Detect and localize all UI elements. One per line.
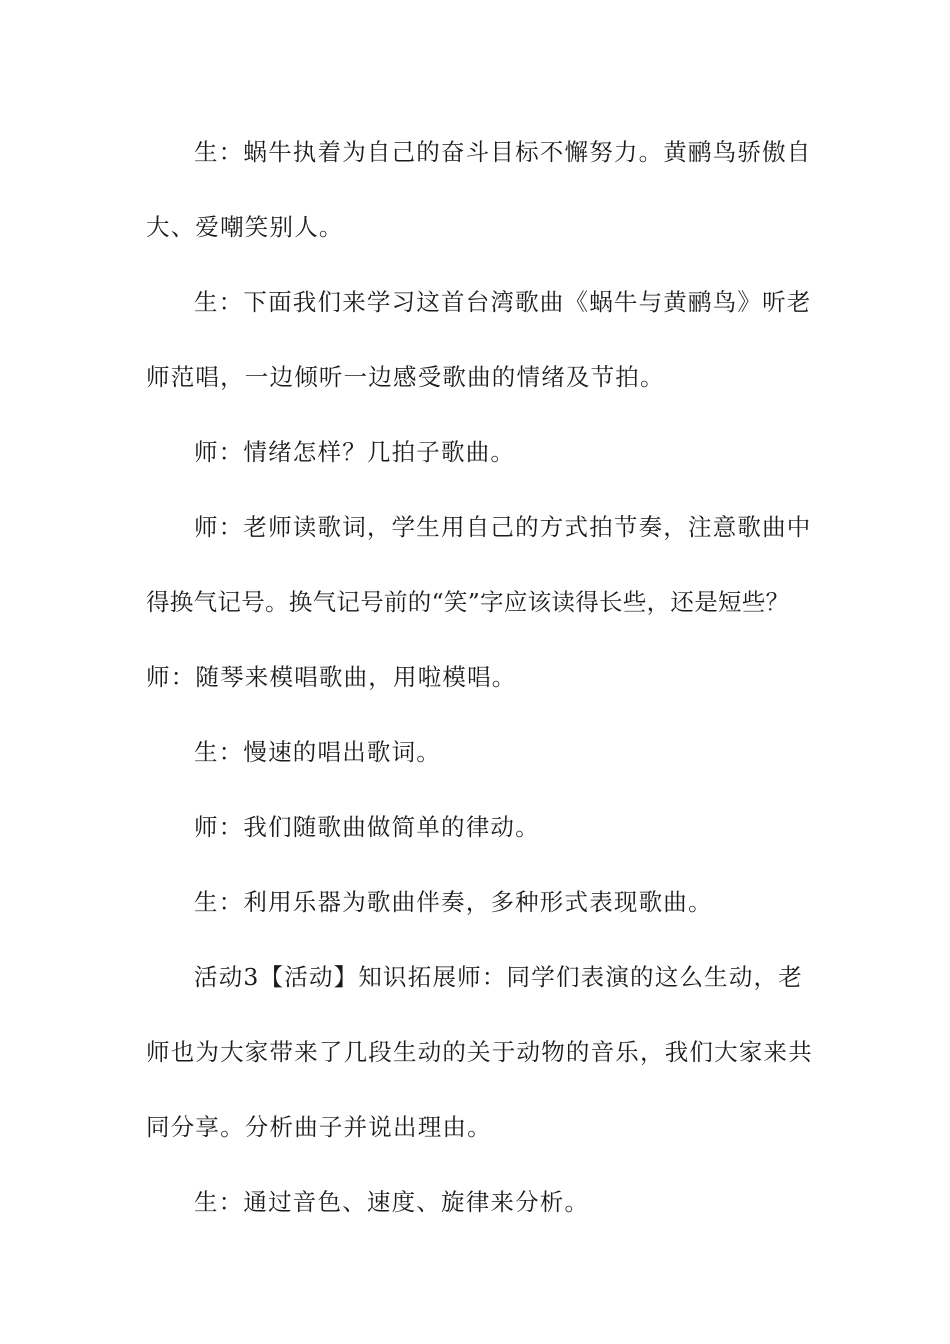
paragraph-line: 师：随琴来模唱歌曲，用啦模唱。 — [146, 663, 517, 691]
paragraph-line: 大、爱嘲笑别人。 — [146, 213, 344, 241]
paragraph-line: 生：蜗牛执着为自己的奋斗目标不懈努力。黄鹂鸟骄傲自 — [194, 138, 812, 166]
paragraph-line: 师也为大家带来了几段生动的关于动物的音乐，我们大家来共 — [146, 1038, 813, 1066]
paragraph-line: 师：我们随歌曲做简单的律动。 — [194, 813, 540, 841]
paragraph-line: 生：慢速的唱出歌词。 — [194, 738, 441, 766]
paragraph-line: 师：情绪怎样？几拍子歌曲。 — [194, 438, 516, 466]
paragraph-line: 生：通过音色、速度、旋律来分析。 — [194, 1188, 590, 1216]
paragraph-line: 师范唱，一边倾听一边感受歌曲的情绪及节拍。 — [146, 363, 665, 391]
paragraph-line: 活动3【活动】知识拓展师：同学们表演的这么生动，老 — [194, 963, 803, 991]
paragraph-line: 师：老师读歌词，学生用自己的方式拍节奏，注意歌曲中 — [194, 513, 812, 541]
paragraph-line: 生：下面我们来学习这首台湾歌曲《蜗牛与黄鹂鸟》听老 — [194, 288, 812, 316]
paragraph-line: 生：利用乐器为歌曲伴奏，多种形式表现歌曲。 — [194, 888, 713, 916]
paragraph-line: 得换气记号。换气记号前的“笑”字应该读得长些，还是短些？ — [146, 588, 790, 616]
paragraph-line: 同分享。分析曲子并说出理由。 — [146, 1113, 492, 1141]
